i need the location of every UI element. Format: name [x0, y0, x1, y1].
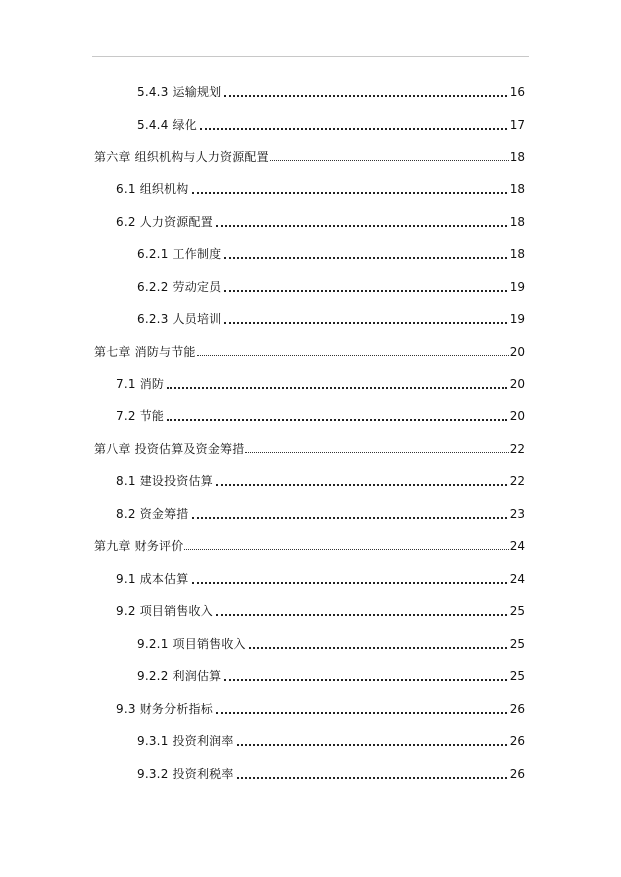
toc-entry[interactable]	[137, 309, 525, 329]
toc-entry-page: 23	[509, 507, 525, 521]
toc-entry-label: 9.3.1 投资利润率	[137, 734, 234, 748]
toc-entry-page: 19	[509, 280, 525, 294]
toc-entry[interactable]	[116, 699, 525, 719]
dot-leader	[192, 179, 507, 199]
toc-entry-page: 18	[509, 215, 525, 229]
toc-entry-label: 9.3 财务分析指标	[116, 702, 213, 716]
dot-leader	[216, 471, 507, 491]
toc-entry[interactable]	[116, 471, 525, 491]
toc-entry-label: 5.4.4 绿化	[137, 118, 197, 132]
toc-entry-label: 6.2.3 人员培训	[137, 312, 222, 326]
dot-leader	[184, 536, 508, 556]
dot-leader	[270, 147, 509, 167]
toc-entry-label: 第六章 组织机构与人力资源配置	[94, 150, 269, 164]
toc-entry-label: 第八章 投资估算及资金筹措	[94, 442, 245, 456]
dot-leader	[167, 374, 507, 394]
toc-entry[interactable]	[116, 504, 525, 524]
toc-entry-page: 22	[509, 474, 525, 488]
dot-leader	[197, 342, 509, 362]
dot-leader	[224, 82, 506, 102]
toc-entry[interactable]	[116, 601, 525, 621]
dot-leader	[224, 666, 506, 686]
toc-entry-label: 9.1 成本估算	[116, 572, 189, 586]
dot-leader	[216, 212, 507, 232]
toc-entry-page: 16	[509, 85, 525, 99]
toc-entry-page: 20	[509, 377, 525, 391]
toc-entry-page: 25	[509, 604, 525, 618]
toc-entry[interactable]	[137, 115, 525, 135]
toc-entry-label: 5.4.3 运输规划	[137, 85, 222, 99]
toc-entry-page: 22	[509, 442, 525, 456]
toc-entry-label: 9.3.2 投资利税率	[137, 767, 234, 781]
toc-entry-page: 25	[509, 669, 525, 683]
toc-entry-page: 18	[509, 247, 525, 261]
toc-entry-page: 24	[509, 572, 525, 586]
toc-chapter-entry[interactable]	[94, 342, 525, 362]
dot-leader	[245, 439, 508, 459]
dot-leader	[224, 309, 506, 329]
toc-entry-label: 7.1 消防	[116, 377, 165, 391]
toc-entry-label: 6.2.1 工作制度	[137, 247, 222, 261]
toc-entry-page: 26	[509, 734, 525, 748]
toc-entry[interactable]	[137, 634, 525, 654]
toc-entry-page: 18	[509, 150, 525, 164]
dot-leader	[224, 244, 506, 264]
dot-leader	[224, 277, 506, 297]
toc-entry[interactable]	[116, 374, 525, 394]
toc-entry-label: 第九章 财务评价	[94, 539, 184, 553]
dot-leader	[249, 634, 507, 654]
toc-entry[interactable]	[137, 82, 525, 102]
dot-leader	[216, 699, 507, 719]
toc-entry-label: 8.2 资金筹措	[116, 507, 189, 521]
toc-entry-page: 17	[509, 118, 525, 132]
toc-entry-page: 20	[509, 409, 525, 423]
toc-chapter-entry[interactable]	[94, 147, 525, 167]
toc-entry-label: 6.2.2 劳动定员	[137, 280, 222, 294]
dot-leader	[200, 115, 507, 135]
toc-entry[interactable]	[116, 179, 525, 199]
toc-chapter-entry[interactable]	[94, 536, 525, 556]
toc-entry[interactable]	[116, 212, 525, 232]
toc-entry-page: 25	[509, 637, 525, 651]
toc-entry-label: 9.2 项目销售收入	[116, 604, 213, 618]
dot-leader	[167, 406, 507, 426]
toc-chapter-entry[interactable]	[94, 439, 525, 459]
toc-entry-label: 第七章 消防与节能	[94, 345, 196, 359]
dot-leader	[192, 504, 507, 524]
toc-entry-page: 26	[509, 702, 525, 716]
toc-entry-label: 9.2.1 项目销售收入	[137, 637, 246, 651]
toc-entry[interactable]	[116, 569, 525, 589]
toc-entry[interactable]	[137, 731, 525, 751]
toc-entry-page: 18	[509, 182, 525, 196]
toc-entry-label: 6.1 组织机构	[116, 182, 189, 196]
toc-entry[interactable]	[137, 764, 525, 784]
toc-entry[interactable]	[137, 666, 525, 686]
dot-leader	[216, 601, 507, 621]
toc-entry-label: 6.2 人力资源配置	[116, 215, 213, 229]
dot-leader	[237, 731, 507, 751]
toc-entry-label: 7.2 节能	[116, 409, 165, 423]
toc-entry-page: 26	[509, 767, 525, 781]
toc-entry[interactable]	[116, 406, 525, 426]
toc-entry-label: 9.2.2 利润估算	[137, 669, 222, 683]
toc-entry-page: 24	[509, 539, 525, 553]
toc-entry-label: 8.1 建设投资估算	[116, 474, 213, 488]
dot-leader	[237, 764, 507, 784]
toc-entry[interactable]	[137, 277, 525, 297]
toc-entry-page: 19	[509, 312, 525, 326]
toc-entry[interactable]	[137, 244, 525, 264]
toc-entry-page: 20	[509, 345, 525, 359]
dot-leader	[192, 569, 507, 589]
